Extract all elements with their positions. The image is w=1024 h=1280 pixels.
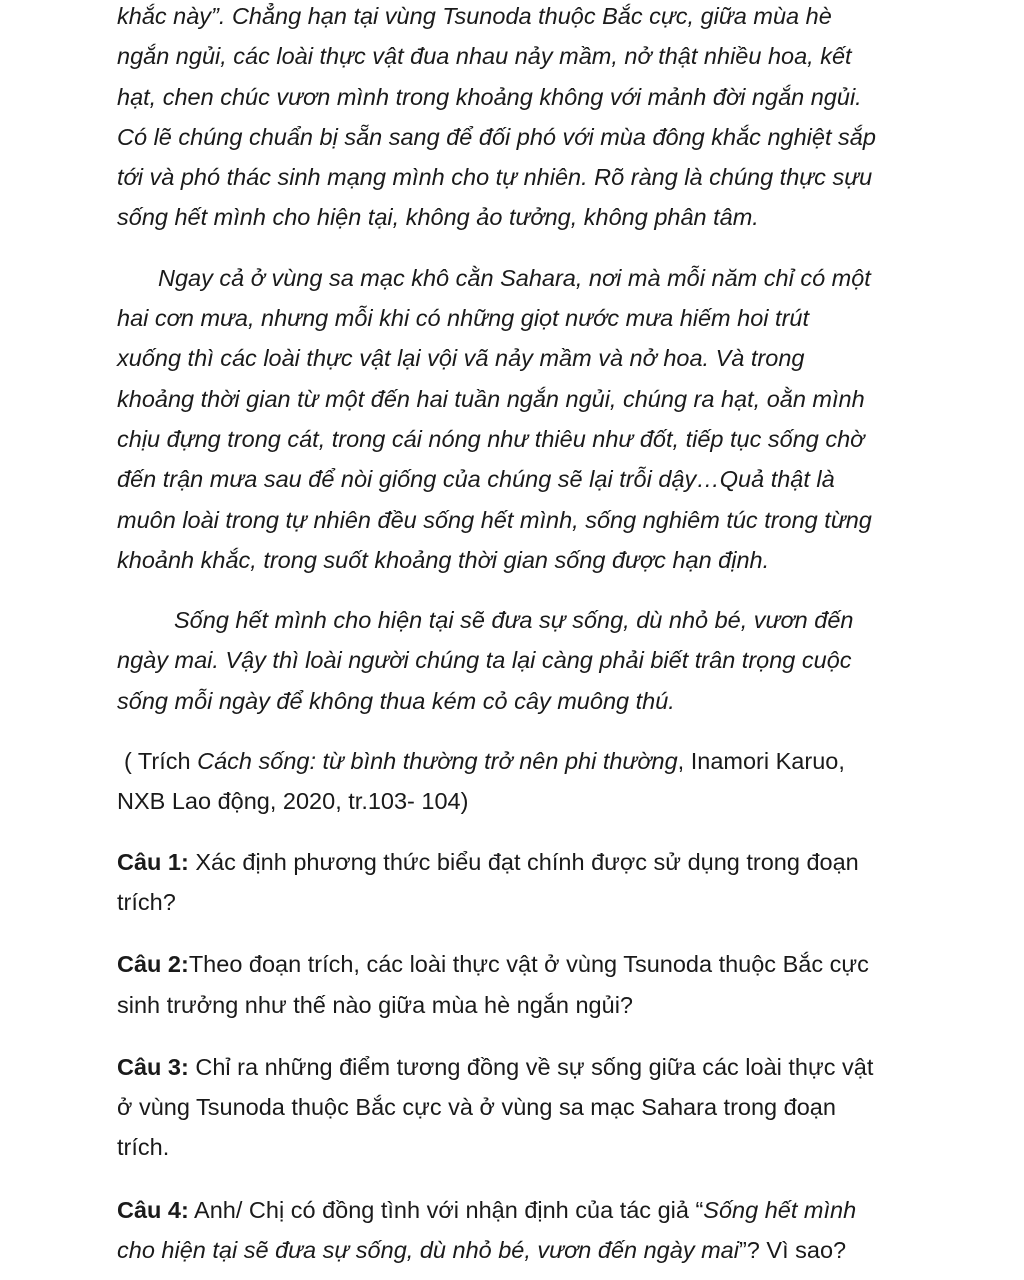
passage-line: ngày mai. Vậy thì loài người chúng ta lại càng phải biết trân trọng cuộc <box>117 647 852 674</box>
question-line: trích? <box>117 888 176 915</box>
question-2 <box>117 944 947 1025</box>
passage-line: ngắn ngủi, các loài thực vật đua nhau nảy mầm, nở thật nhiều hoa, kết <box>117 43 852 70</box>
question-line: sinh trưởng như thế nào giữa mùa hè ngắn ngủi? <box>117 991 633 1018</box>
question-quote: Sống hết mình <box>703 1196 857 1223</box>
passage-line: xuống thì các loài thực vật lại vội vã nảy mầm và nở hoa. Và trong <box>117 345 805 372</box>
question-line <box>117 1190 947 1230</box>
question-label: Câu 4: <box>117 1196 189 1223</box>
passage-line: đến trận mưa sau để nòi giống của chúng sẽ lại trỗi dậy…Quả thật là <box>117 466 835 493</box>
source-suffix: , Inamori Karuo, <box>677 748 845 775</box>
question-text: ”? Vì sao? <box>738 1237 847 1264</box>
question-4 <box>117 1190 947 1271</box>
passage-line: tới và phó thác sinh mạng mình cho tự nhiên. Rõ ràng là chúng thực sựu <box>117 164 873 191</box>
question-quote: cho hiện tại sẽ đưa sự sống, dù nhỏ bé, vươn đến ngày mai <box>117 1237 739 1264</box>
passage-line: sống hết mình cho hiện tại, không ảo tưởng, không phân tâm. <box>117 204 759 231</box>
passage-line: Có lẽ chúng chuẩn bị sẵn sang để đối phó với mùa đông khắc nghiệt sắp <box>117 123 876 150</box>
question-text: Chỉ ra những điểm tương đồng về sự sống giữa các loài thực vật <box>188 1053 874 1080</box>
question-line <box>117 842 947 882</box>
question-text: Anh/ Chị có đồng tình với nhận định của tác giả “ <box>188 1196 704 1223</box>
passage-line: khoảnh khắc, trong suốt khoảng thời gian sống được hạn định. <box>117 546 770 573</box>
question-line <box>117 1230 947 1270</box>
question-text: Xác định phương thức biểu đạt chính được sử dụng trong đoạn <box>188 848 859 875</box>
source-prefix: ( Trích <box>124 748 198 775</box>
passage-paragraph-1 <box>117 0 947 238</box>
question-1 <box>117 842 947 923</box>
source-book-title: Cách sống: từ bình thường trở nên phi thường <box>197 748 678 775</box>
document-page <box>117 0 947 1270</box>
question-line: ở vùng Tsunoda thuộc Bắc cực và ở vùng sa mạc Sahara trong đoạn <box>117 1094 836 1121</box>
source-line-1 <box>117 741 947 781</box>
passage-line: muôn loài trong tự nhiên đều sống hết mình, sống nghiêm túc trong từng <box>117 506 872 533</box>
question-line <box>117 1047 947 1087</box>
passage-line: khắc này”. Chẳng hạn tại vùng Tsunoda thuộc Bắc cực, giữa mùa hè <box>117 3 832 29</box>
passage-line: hạt, chen chúc vươn mình trong khoảng không với mảnh đời ngắn ngủi. <box>117 83 862 110</box>
passage-paragraph-3 <box>117 600 947 721</box>
question-line <box>117 944 947 984</box>
passage-line: sống mỗi ngày để không thua kém cỏ cây muông thú. <box>117 687 675 714</box>
source-line-2: NXB Lao động, 2020, tr.103- 104) <box>117 788 469 815</box>
passage-line: chịu đựng trong cát, trong cái nóng như thiêu như đốt, tiếp tục sống chờ <box>117 425 865 452</box>
question-3 <box>117 1047 947 1168</box>
question-line: trích. <box>117 1134 170 1161</box>
question-label: Câu 2: <box>117 951 189 978</box>
question-label: Câu 3: <box>117 1053 189 1080</box>
question-label: Câu 1: <box>117 848 189 875</box>
passage-paragraph-2 <box>117 258 947 580</box>
question-text: Theo đoạn trích, các loài thực vật ở vùng Tsunoda thuộc Bắc cực <box>188 951 869 978</box>
source-citation <box>117 741 947 822</box>
passage-line: Ngay cả ở vùng sa mạc khô cằn Sahara, nơi mà mỗi năm chỉ có một <box>158 264 871 291</box>
passage-line: Sống hết mình cho hiện tại sẽ đưa sự sống, dù nhỏ bé, vươn đến <box>174 607 854 634</box>
passage-line: khoảng thời gian từ một đến hai tuần ngắn ngủi, chúng ra hạt, oằn mình <box>117 385 865 412</box>
passage-line: hai cơn mưa, nhưng mỗi khi có những giọt nước mưa hiếm hoi trút <box>117 305 809 332</box>
